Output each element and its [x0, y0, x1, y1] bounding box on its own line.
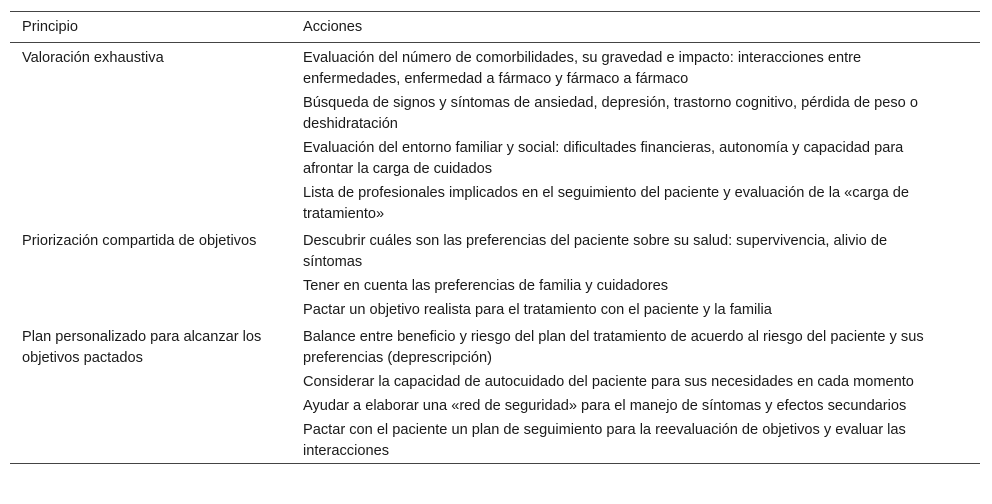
accion-item: Evaluación del número de comorbilidades, su gravedad e impacto: interacciones entre enfermedades, enfermedad a fármaco y fármaco a fármaco [303, 50, 862, 87]
principles-table [10, 11, 980, 464]
acciones-cell [292, 322, 980, 464]
acciones-cell [292, 43, 980, 227]
table-row [10, 322, 980, 464]
accion-item: Lista de profesionales implicados en el seguimiento del paciente y evaluación de la «carga de tratamiento» [303, 185, 910, 222]
accion-item: Evaluación del entorno familiar y social: dificultades financieras, autonomía y capacidad para afrontar la carga de cuidados [303, 140, 904, 177]
accion-item: Pactar un objetivo realista para el tratamiento con el paciente y la familia [303, 302, 772, 318]
accion-item: Búsqueda de signos y síntomas de ansiedad, depresión, trastorno cognitivo, pérdida de peso o deshidratación [303, 95, 918, 132]
table-row [10, 226, 980, 322]
accion-item: Considerar la capacidad de autocuidado del paciente para sus necesidades en cada momento [303, 374, 914, 390]
accion-item: Descubrir cuáles son las preferencias del paciente sobre su salud: supervivencia, alivio de síntomas [303, 233, 888, 270]
principles-table-container [10, 11, 980, 464]
accion-item: Balance entre beneficio y riesgo del plan del tratamiento de acuerdo al riesgo del paciente y sus preferencias (deprescripción) [303, 329, 924, 366]
header-acciones: Acciones [303, 18, 363, 35]
principio-cell: Plan personalizado para alcanzar los objetivos pactados [22, 329, 262, 366]
accion-item: Tener en cuenta las preferencias de familia y cuidadores [303, 278, 669, 294]
table-row [10, 43, 980, 227]
principio-cell: Priorización compartida de objetivos [22, 233, 257, 249]
table-body [10, 43, 980, 464]
header-principio: Principio [22, 18, 78, 35]
table-header [10, 12, 980, 43]
header-row [10, 12, 980, 43]
acciones-cell [292, 226, 980, 322]
accion-item: Pactar con el paciente un plan de seguimiento para la reevaluación de objetivos y evaluar las interacciones [303, 422, 906, 459]
accion-item: Ayudar a elaborar una «red de seguridad» para el manejo de síntomas y efectos secundarios [303, 398, 907, 414]
principio-cell: Valoración exhaustiva [22, 50, 164, 66]
